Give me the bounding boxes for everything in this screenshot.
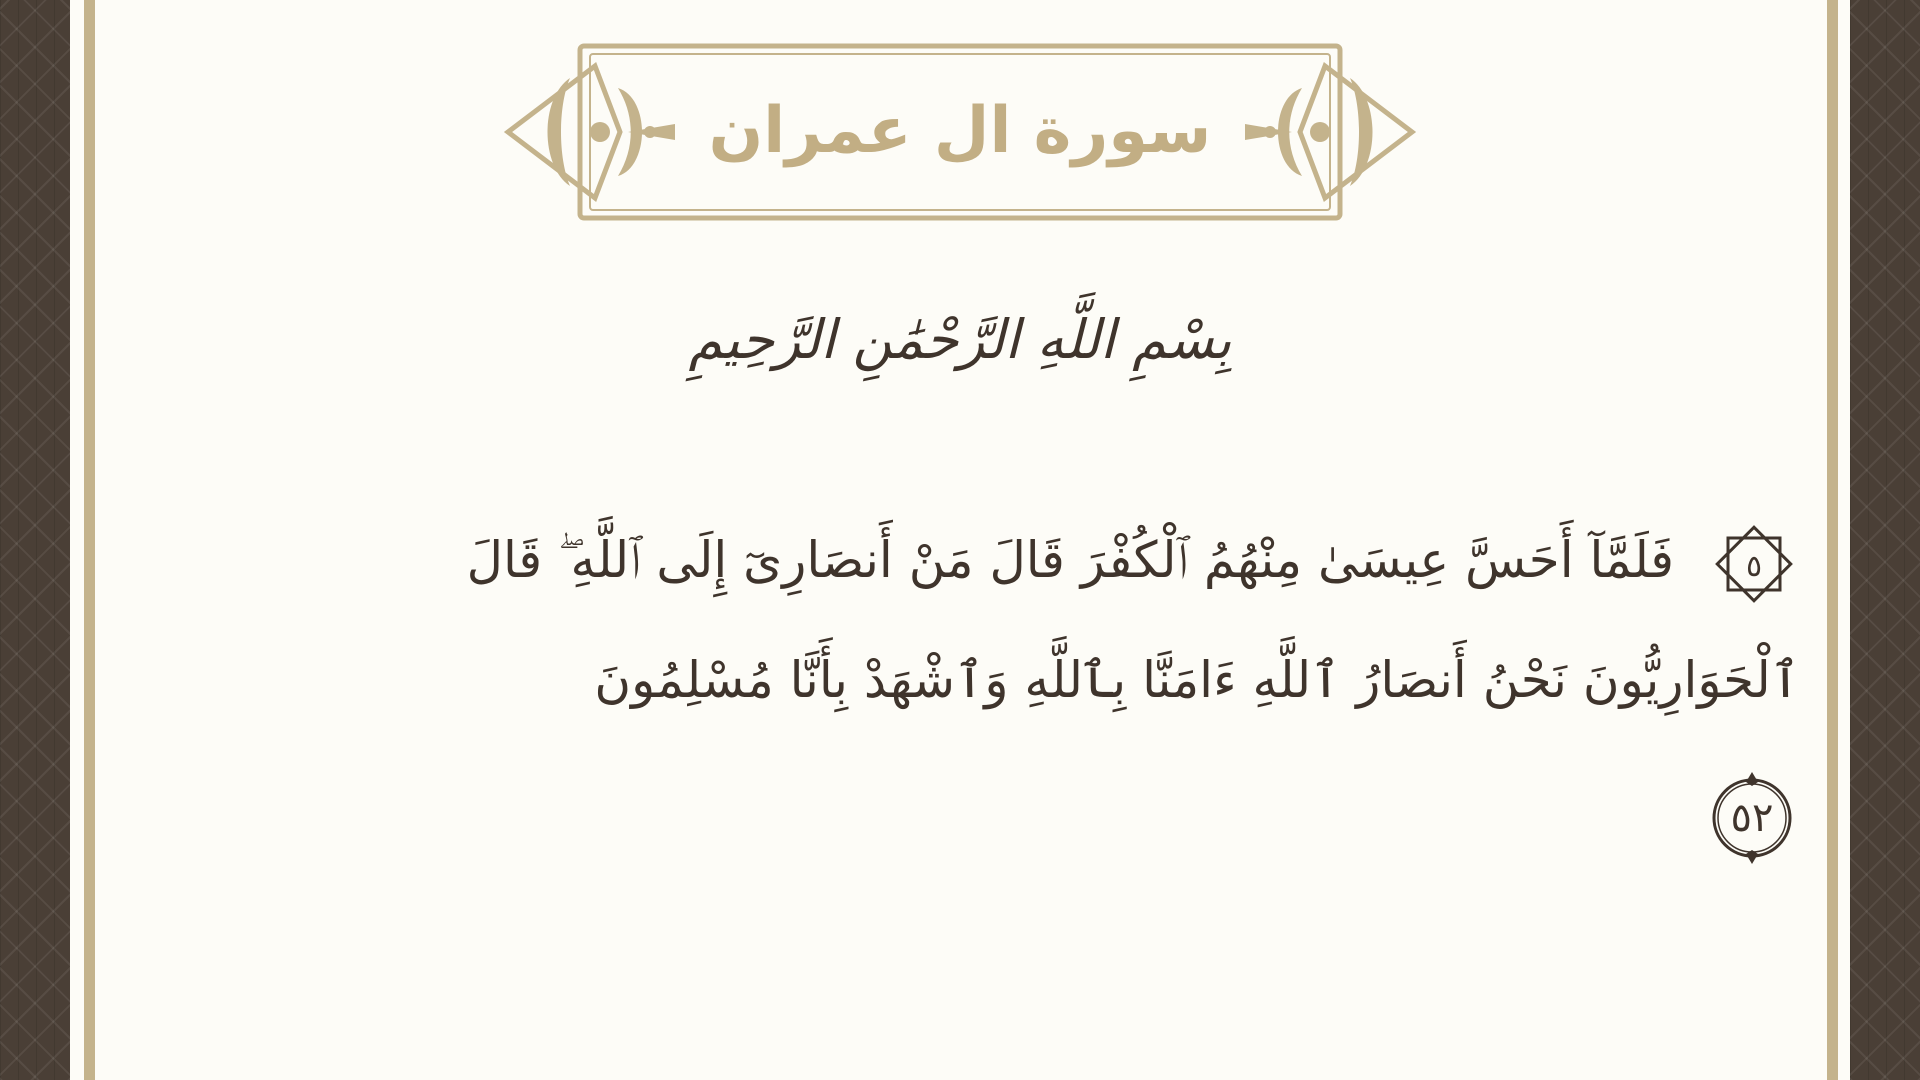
basmala-calligraphy: بِسْمِ اللَّهِ الرَّحْمَٰنِ الرَّحِيمِ <box>688 308 1232 371</box>
ayah-number: ٥٢ <box>1730 795 1774 841</box>
section-marker-number: ٥ <box>1745 548 1763 584</box>
verse-line-1-text: فَلَمَّآ أَحَسَّ عِيسَىٰ مِنْهُمُ ٱلْكُفْرَ قَالَ مَنْ أَنصَارِىٓ إِلَى ٱللَّهِ ۖ قَالَ <box>466 531 1675 589</box>
verse-line-1 <box>220 500 1800 620</box>
rub-el-hizb-icon <box>1708 518 1800 610</box>
gold-rule-left <box>84 0 95 1080</box>
ayah-number-medallion <box>1706 772 1798 864</box>
surah-title: سورة ال عمران <box>708 94 1212 168</box>
ornamental-border-right <box>1850 0 1920 1080</box>
ornamental-border-left <box>0 0 70 1080</box>
verse-text <box>220 500 1800 900</box>
gold-rule-right <box>1827 0 1838 1080</box>
verse-line-2-text: ٱلْحَوَارِيُّونَ نَحْنُ أَنصَارُ ٱللَّهِ ءَامَنَّا بِٱللَّهِ وَٱشْهَدْ بِأَنَّا مُسْلِمُونَ <box>594 651 1800 709</box>
